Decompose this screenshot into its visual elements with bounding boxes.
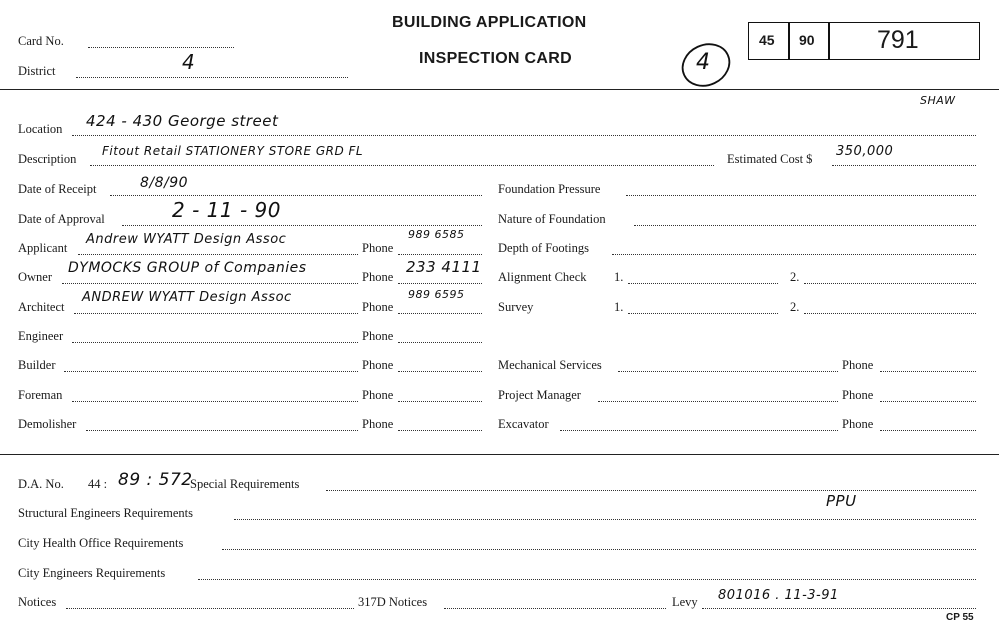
owner-field[interactable] (62, 283, 358, 284)
foundation-pressure-label: Foundation Pressure (498, 182, 601, 196)
foreman-phone-label: Phone (362, 388, 394, 402)
mechanical-services-label: Mechanical Services (498, 358, 602, 372)
project-manager-label: Project Manager (498, 388, 581, 402)
architect-phone-label: Phone (362, 300, 394, 314)
levy-value: 801016 . 11-3-91 (718, 588, 839, 603)
code-box-2 (788, 22, 830, 60)
architect-field[interactable] (74, 313, 358, 314)
engineer-phone-label: Phone (362, 329, 394, 343)
architect-phone-field[interactable] (398, 313, 482, 314)
foreman-field[interactable] (72, 401, 358, 402)
foundation-pressure-field[interactable] (626, 195, 976, 196)
builder-field[interactable] (64, 371, 358, 372)
card-no-label: Card No. (18, 34, 64, 48)
applicant-field[interactable] (78, 254, 358, 255)
survey-label: Survey (498, 300, 534, 314)
location-label: Location (18, 122, 63, 136)
demolisher-label: Demolisher (18, 417, 77, 431)
depth-of-footings-label: Depth of Footings (498, 241, 589, 255)
description-label: Description (18, 152, 77, 166)
applicant-phone-field[interactable] (398, 254, 482, 255)
notices-label: Notices (18, 595, 57, 609)
demolisher-phone-field[interactable] (398, 430, 482, 431)
da-no-value: 89 : 572 (118, 470, 193, 490)
applicant-value: Andrew WYATT Design Assoc (86, 232, 287, 247)
project-manager-phone-label: Phone (842, 388, 874, 402)
builder-phone-field[interactable] (398, 371, 482, 372)
architect-phone-value: 989 6595 (408, 288, 465, 301)
date-of-approval-value: 2 - 11 - 90 (172, 198, 281, 222)
estimated-cost-value: 350,000 (836, 144, 894, 159)
district-field[interactable] (76, 77, 348, 78)
nature-of-foundation-label: Nature of Foundation (498, 212, 606, 226)
location-value: 424 - 430 George street (86, 112, 279, 130)
date-of-receipt-field[interactable] (110, 195, 482, 196)
project-manager-phone-field[interactable] (880, 401, 976, 402)
date-of-receipt-value: 8/8/90 (140, 175, 189, 191)
excavator-field[interactable] (560, 430, 838, 431)
project-manager-field[interactable] (598, 401, 838, 402)
survey-1-field[interactable] (628, 313, 778, 314)
description-value: Fitout Retail STATIONERY STORE GRD FL (102, 144, 364, 158)
engineer-phone-field[interactable] (398, 342, 482, 343)
form-title-line2: INSPECTION CARD (419, 50, 572, 67)
location-field[interactable] (72, 135, 976, 136)
notices-317d-label: 317D Notices (358, 595, 428, 609)
owner-value: DYMOCKS GROUP of Companies (68, 260, 307, 276)
estimated-cost-label: Estimated Cost $ (727, 152, 813, 166)
alignment-check-1-field[interactable] (628, 283, 778, 284)
city-health-label: City Health Office Requirements (18, 536, 184, 550)
demolisher-phone-label: Phone (362, 417, 394, 431)
builder-label: Builder (18, 358, 56, 372)
da-no-label: D.A. No. (18, 477, 64, 491)
foreman-phone-field[interactable] (398, 401, 482, 402)
applicant-phone-value: 989 6585 (408, 228, 465, 241)
levy-label: Levy (672, 595, 698, 609)
engineer-label: Engineer (18, 329, 64, 343)
city-engineers-label: City Engineers Requirements (18, 566, 166, 580)
applicant-phone-label: Phone (362, 241, 394, 255)
alignment-check-label: Alignment Check (498, 270, 587, 284)
section-divider (0, 454, 999, 455)
demolisher-field[interactable] (86, 430, 358, 431)
city-engineers-field[interactable] (198, 579, 976, 580)
district-label: District (18, 64, 56, 78)
code-box-3-text: 791 (877, 26, 919, 54)
special-requirements-label: Special Requirements (190, 477, 300, 491)
date-of-receipt-label: Date of Receipt (18, 182, 97, 196)
special-requirements-field[interactable] (326, 490, 976, 491)
circled-mark (676, 40, 736, 90)
owner-phone-label: Phone (362, 270, 394, 284)
description-field[interactable] (90, 165, 714, 166)
survey-2-label: 2. (790, 300, 800, 314)
form-code: CP 55 (946, 612, 974, 623)
owner-label: Owner (18, 270, 53, 284)
foreman-label: Foreman (18, 388, 63, 402)
applicant-label: Applicant (18, 241, 68, 255)
excavator-label: Excavator (498, 417, 549, 431)
card-no-field[interactable] (88, 47, 234, 48)
survey-1-label: 1. (614, 300, 624, 314)
circled-mark-text: 4 (696, 50, 711, 75)
structural-engineers-label: Structural Engineers Requirements (18, 506, 193, 520)
owner-phone-value: 233 4111 (406, 258, 482, 276)
code-box-1 (748, 22, 790, 60)
date-of-approval-label: Date of Approval (18, 212, 105, 226)
excavator-phone-label: Phone (842, 417, 874, 431)
notices-field[interactable] (66, 608, 354, 609)
code-box-3 (828, 22, 980, 60)
alignment-check-1-label: 1. (614, 270, 624, 284)
alignment-check-2-label: 2. (790, 270, 800, 284)
district-value: 4 (182, 50, 196, 74)
city-health-field[interactable] (222, 549, 976, 550)
alignment-check-2-field[interactable] (804, 283, 976, 284)
survey-2-field[interactable] (804, 313, 976, 314)
mechanical-services-phone-field[interactable] (880, 371, 976, 372)
architect-label: Architect (18, 300, 65, 314)
mechanical-services-phone-label: Phone (842, 358, 874, 372)
da-no-prefix: 44 : (88, 477, 108, 491)
architect-value: ANDREW WYATT Design Assoc (82, 290, 292, 305)
form-title-line1: BUILDING APPLICATION (392, 14, 587, 31)
nature-of-foundation-field[interactable] (634, 225, 976, 226)
notices-317d-field[interactable] (444, 608, 666, 609)
initials-note: SHAW (920, 94, 956, 107)
header-divider (0, 89, 999, 90)
date-of-approval-field[interactable] (122, 225, 482, 226)
builder-phone-label: Phone (362, 358, 394, 372)
code-box-2-text: 90 (799, 32, 815, 48)
depth-of-footings-field[interactable] (612, 254, 976, 255)
engineer-field[interactable] (72, 342, 358, 343)
estimated-cost-field[interactable] (832, 165, 976, 166)
excavator-phone-field[interactable] (880, 430, 976, 431)
owner-phone-field[interactable] (398, 283, 482, 284)
structural-engineers-field[interactable] (234, 519, 976, 520)
levy-field[interactable] (702, 608, 976, 609)
mechanical-services-field[interactable] (618, 371, 838, 372)
ppu-note: PPU (826, 492, 857, 510)
code-box-1-text: 45 (759, 32, 775, 48)
